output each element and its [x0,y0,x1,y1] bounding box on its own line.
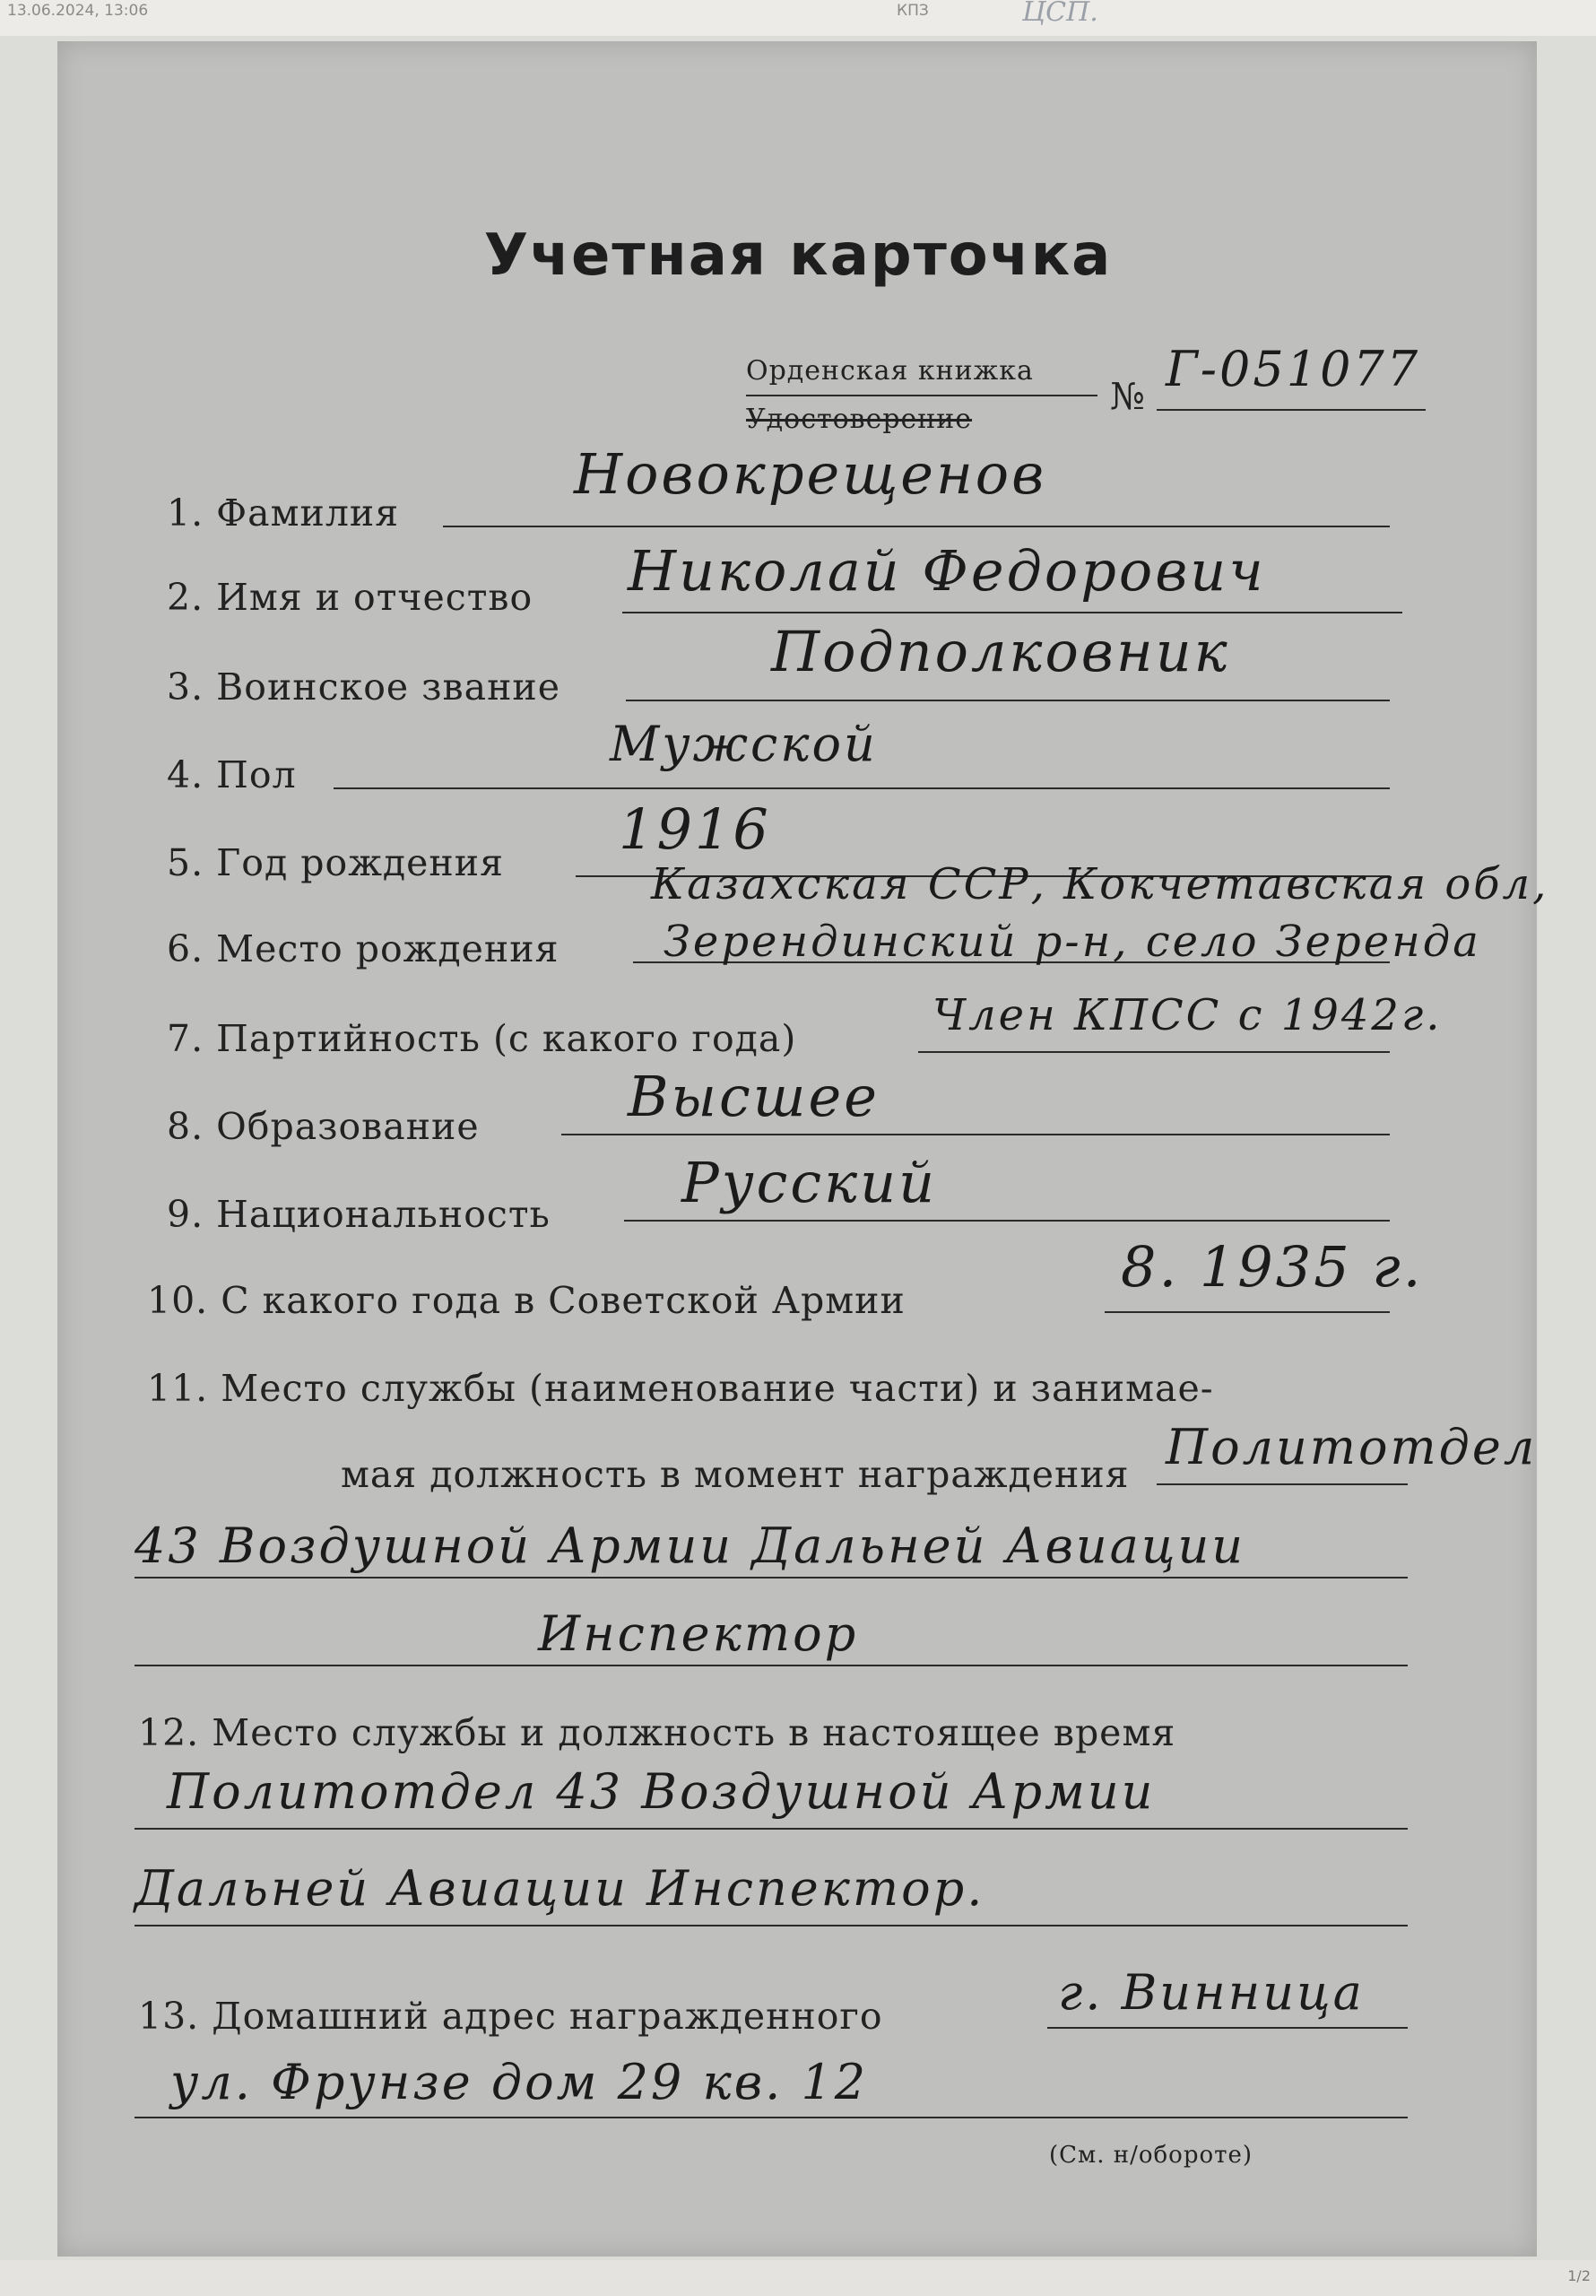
see-reverse-note: (См. н/обороте) [1049,2142,1253,2169]
top-strip [0,0,1596,36]
field-4-value: Мужской [610,716,878,772]
field-13-value-line1: г. Винница [1058,1964,1365,2021]
field-12-rule-2 [134,1925,1408,1926]
date-fragment: 13.06.2024, 13:06 [7,2,149,20]
order-book-rule [746,395,1097,396]
field-9-label: 9. Национальность [167,1193,551,1236]
field-13-rule-2 [134,2117,1408,2118]
bottom-strip [0,2260,1596,2296]
field-13-label: 13. Домашний адрес награжденного [138,1995,883,2038]
number-sign: № [1110,375,1146,418]
field-11-label-line1: 11. Место службы (наименование части) и занимае- [147,1367,1214,1410]
field-8-label: 8. Образование [167,1105,480,1148]
number-value: Г-051077 [1166,341,1421,397]
field-11-rule-1 [1157,1483,1408,1485]
field-3-label: 3. Воинское звание [167,665,560,709]
field-6-value-line2: Зерендинский р-н, село Зеренда [664,917,1481,967]
field-8-value: Высшее [628,1064,880,1129]
field-11-value-line2: 43 Воздушной Армии Дальней Авиации [134,1518,1246,1574]
field-1-label: 1. Фамилия [167,491,400,535]
field-10-rule [1105,1311,1390,1313]
field-4-label: 4. Пол [167,753,297,796]
field-1-rule [443,526,1390,527]
field-9-value: Русский [681,1150,938,1215]
field-5-label: 5. Год рождения [167,841,504,884]
field-7-rule [918,1051,1390,1053]
mid-fragment: КПЗ [897,2,929,20]
field-11-rule-3 [134,1665,1408,1666]
field-11-label-line2: мая должность в момент награждения [341,1453,1130,1496]
field-10-label: 10. С какого года в Советской Армии [147,1279,906,1322]
number-rule [1157,409,1426,411]
field-13-rule-1 [1047,2027,1408,2029]
field-3-rule [626,700,1390,701]
certificate-label-struck: Удостоверение [746,404,973,435]
page-number: 1/2 [1567,2267,1591,2284]
field-6-value-line1: Казахская ССР, Кокчетавская обл, [651,859,1549,909]
field-9-rule [624,1220,1390,1222]
card-title: Учетная карточка [483,222,1113,289]
field-11-value-line1: Политотдел [1166,1419,1538,1475]
field-3-value: Подполковник [771,619,1230,684]
field-1-value: Новокрещенов [574,441,1047,507]
hand-fragment: ЦСП. [1022,0,1098,28]
field-2-rule [622,612,1402,613]
field-12-rule-1 [134,1828,1408,1830]
field-6-label: 6. Место рождения [167,927,559,970]
field-13-value-line2: ул. Фрунзе дом 29 кв. 12 [170,2054,869,2110]
field-4-rule [334,787,1390,789]
field-12-value-line1: Политотдел 43 Воздушной Армии [167,1763,1156,1820]
field-10-value: 8. 1935 г. [1121,1234,1424,1300]
field-11-rule-2 [134,1577,1408,1578]
order-book-label: Орденская книжка [746,355,1034,387]
field-7-value: Член КПСС с 1942г. [932,990,1443,1040]
field-7-label: 7. Партийность (с какого года) [167,1017,797,1060]
field-5-value: 1916 [619,796,771,862]
field-2-label: 2. Имя и отчество [167,576,533,619]
field-2-value: Николай Федорович [628,538,1266,604]
field-11-value-line3: Инспектор [538,1605,859,1662]
field-12-label: 12. Место службы и должность в настоящее время [138,1711,1176,1754]
field-8-rule [561,1134,1390,1135]
field-12-value-line2: Дальней Авиации Инспектор. [134,1860,985,1917]
